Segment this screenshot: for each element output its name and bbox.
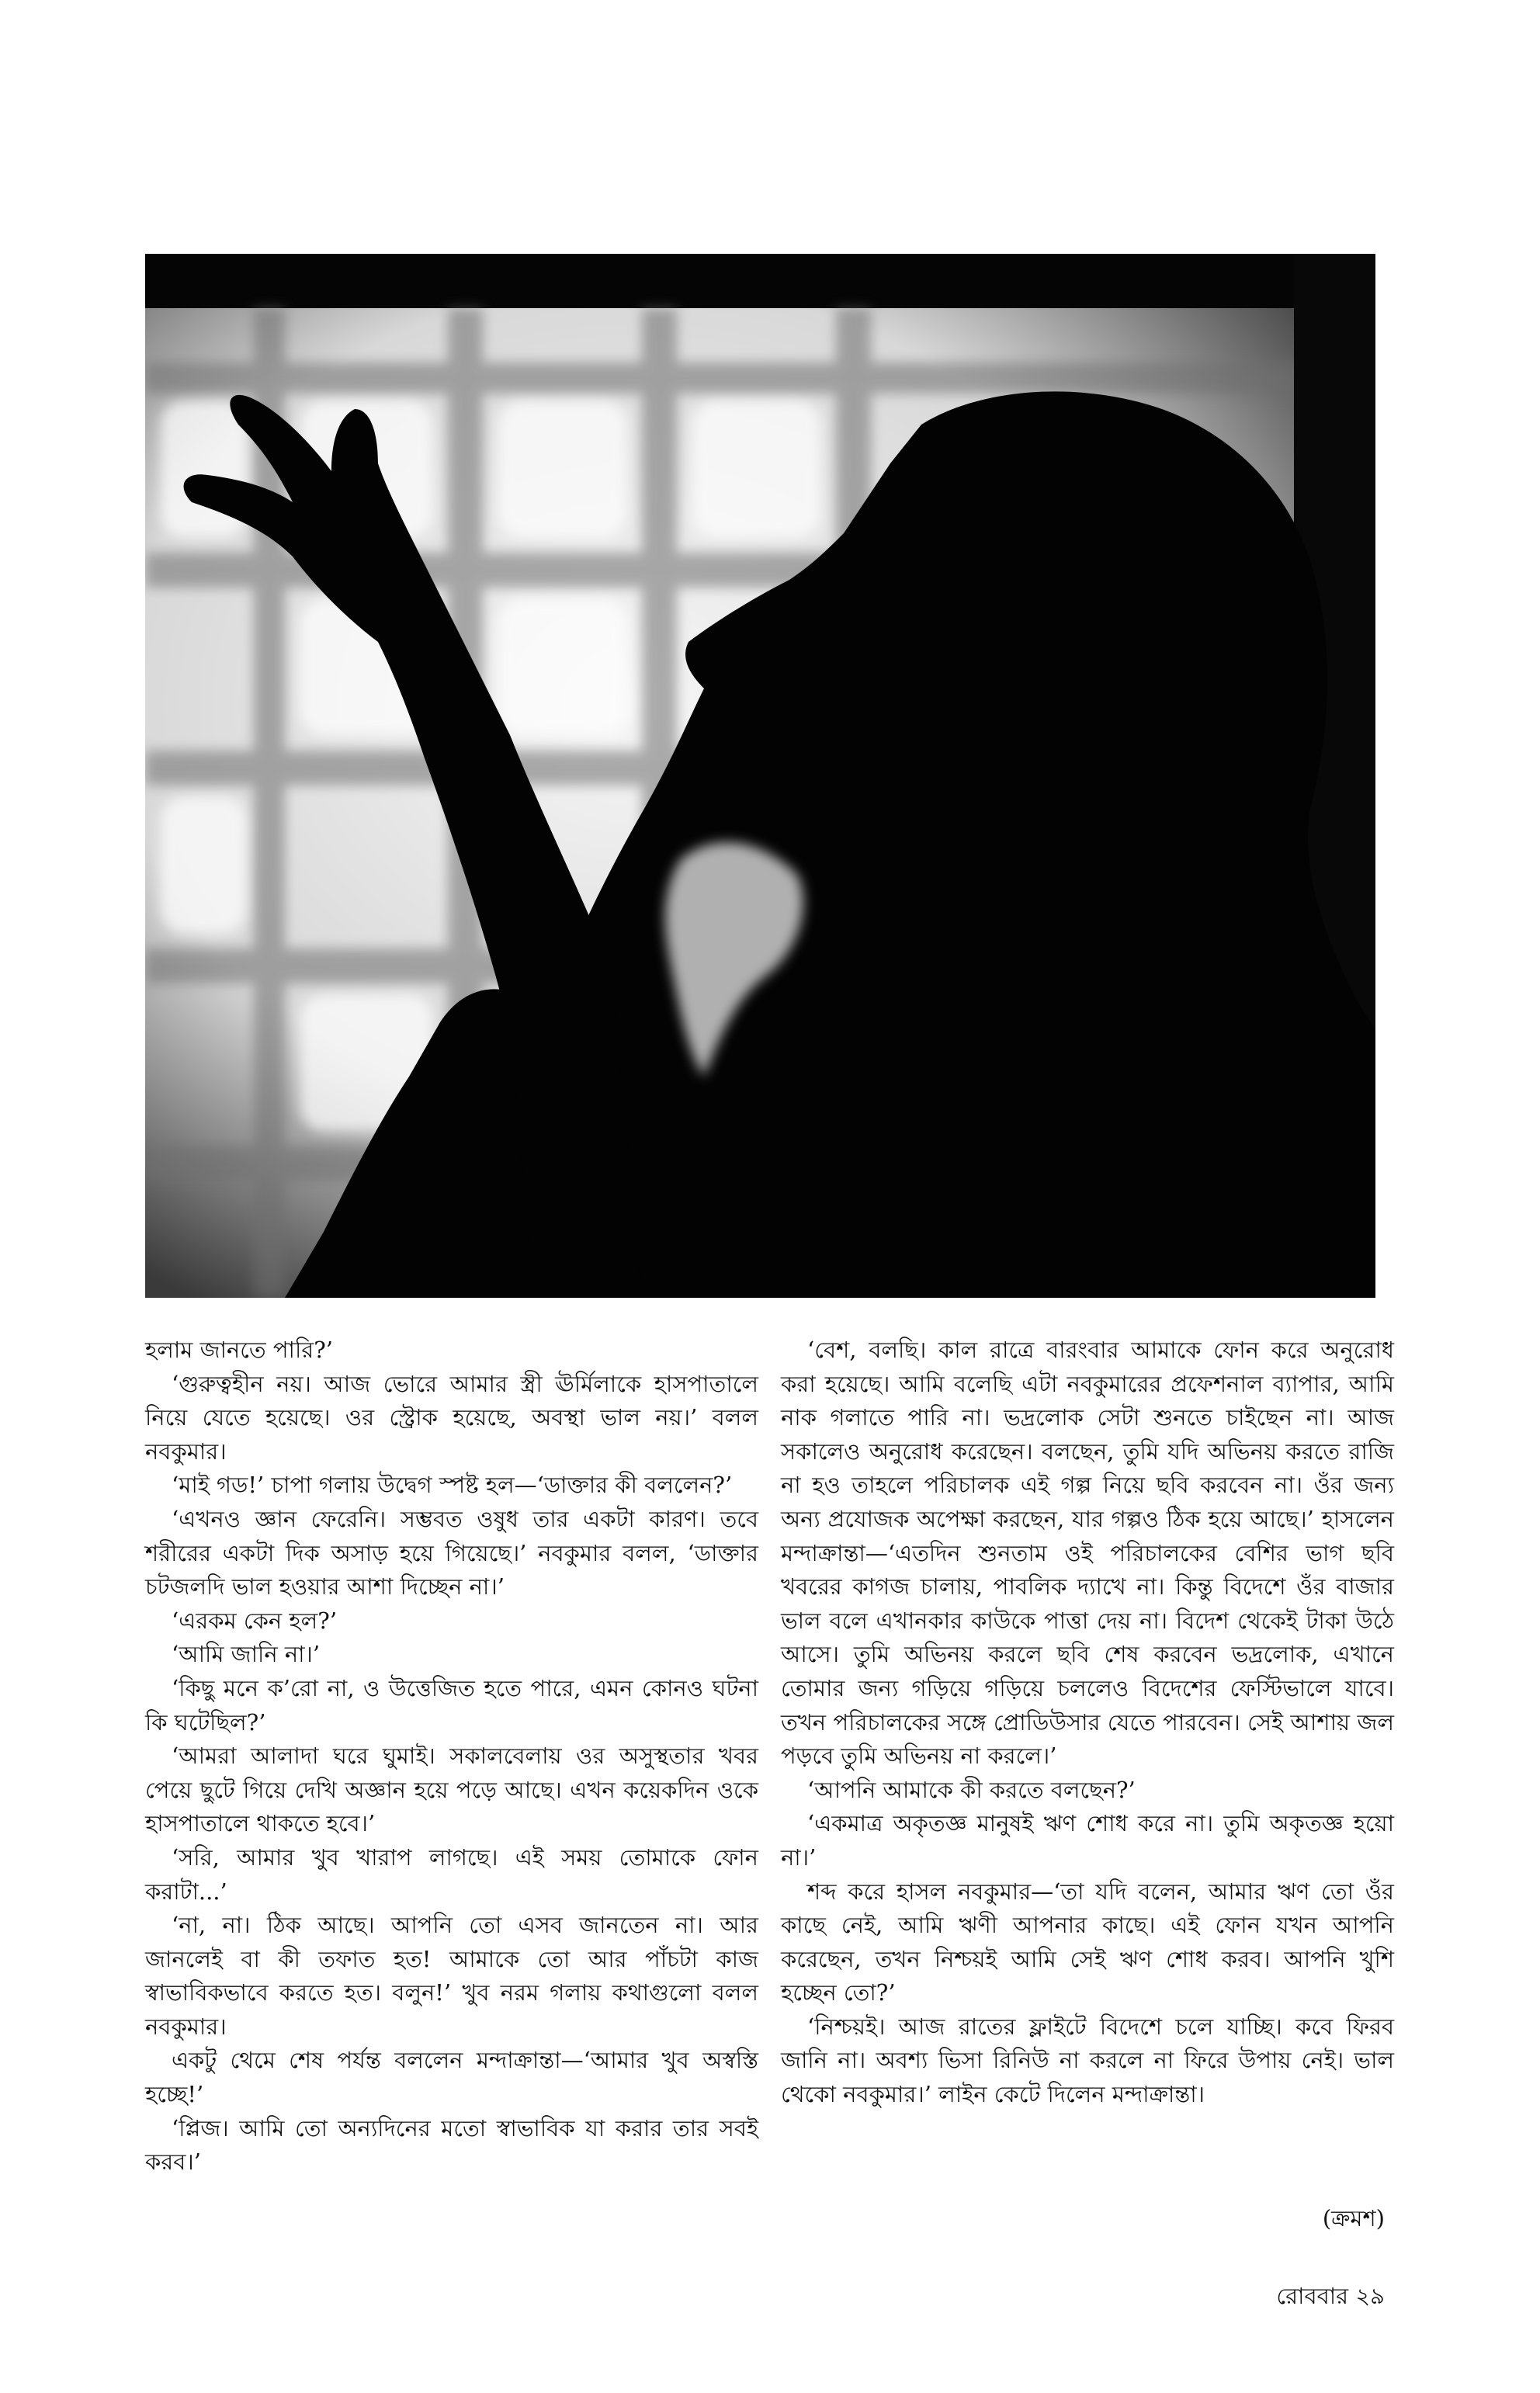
paragraph: ‘সরি, আমার খুব খারাপ লাগছে। এই সময় তোমাকে ফোন করাটা...’ <box>145 1843 758 1905</box>
right-text-column <box>781 1333 1394 2112</box>
paragraph: একটু থেমে শেষ পর্যন্ত বললেন মন্দাক্রান্তা—‘আমার খুব অস্বস্তি হচ্ছে!’ <box>145 2047 758 2108</box>
paragraph: ‘আপনি আমাকে কী করতে বলছেন?’ <box>807 1776 1136 1803</box>
paragraph: ‘এরকম কেন হল?’ <box>172 1607 338 1634</box>
paragraph: শব্দ করে হাসল নবকুমার—‘তা যদি বলেন, আমার ঋণ তো ওঁর কাছে নেই, আমি ঋণী আপনার কাছে। এই ফোন যখন আপনি করেছেন, তখন নিশ্চয়ই আমি সেই ঋণ শোধ করব। আপনি খুশি হচ্ছেন তো?’ <box>781 1878 1394 2006</box>
left-text-column <box>145 1333 758 2180</box>
page-folio: রোববার ২৯ <box>1276 2283 1385 2309</box>
paragraph: ‘প্লিজ। আমি তো অন্যদিনের মতো স্বাভাবিক যা করার তার সবই করব।’ <box>145 2114 758 2176</box>
paragraph: ‘একমাত্র অকৃতজ্ঞ মানুষই ঋণ শোধ করে না। তুমি অকৃতজ্ঞ হয়ো না।’ <box>781 1810 1394 1871</box>
paragraph: ‘নিশ্চয়ই। আজ রাতের ফ্লাইটে বিদেশে চলে যাচ্ছি। কবে ফিরব জানি না। অবশ্য ভিসা রিনিউ না করলে না ফিরে উপায় নেই। ভাল থেকো নবকুমার।’ লাইন কেটে দিলেন মন্দাক্রান্তা। <box>781 2013 1394 2108</box>
paragraph: ‘আমি জানি না।’ <box>172 1641 321 1668</box>
paragraph: ‘না, না। ঠিক আছে। আপনি তো এসব জানতেন না। আর জানলেই বা কী তফাত হত! আমাকে তো আর পাঁচটা কাজ স্বাভাবিকভাবে করতে হত। বলুন!’ খুব নরম গলায় কথাগুলো বলল নবকুমার। <box>145 1912 758 2040</box>
paragraph: ‘কিছু মনে ক’রো না, ও উত্তেজিত হতে পারে, এমন কোনও ঘটনা কি ঘটেছিল?’ <box>145 1674 758 1736</box>
continued-note: (ক্রমশ) <box>1322 2205 1385 2232</box>
paragraph: ‘বেশ, বলছি। কাল রাত্রে বারংবার আমাকে ফোন করে অনুরোধ করা হয়েছে। আমি বলেছি এটা নবকুমারের প্রফেশনাল ব্যাপার, আমি নাক গলাতে পারি না। ভদ্রলোক সেটা শুনতে চাইছেন না। আজ সকালেও অনুরোধ করেছেন। বলছেন, তুমি যদি অভিনয় করতে রাজি না হও তাহলে পরিচালক এই গল্প নিয়ে ছবি করবেন না। ওঁর জন্য অন্য প্রযোজক অপেক্ষা করছেন, যার গল্পও ঠিক হয়ে আছে।’ হাসলেন মন্দাক্রান্তা—‘এতদিন শুনতাম ওই পরিচালকের বেশির ভাগ ছবি খবরের কাগজ চালায়, পাবলিক দ্যাখে না। কিন্তু বিদেশে ওঁর বাজার ভাল বলে এখানকার কাউকে পাত্তা দেয় না। বিদেশ থেকেই টাকা উঠে আসে। তুমি অভিনয় করলে ছবি শেষ করবেন ভদ্রলোক, এখানে তোমার জন্য গড়িয়ে গড়িয়ে চললেও বিদেশের ফেস্টিভালে যাবে। তখন পরিচালকের সঙ্গে প্রোডিউসার যেতে পারবেন। সেই আশায় জল পড়বে তুমি অভিনয় না করলে।’ <box>781 1337 1394 1770</box>
silhouette-illustration <box>145 254 1375 1298</box>
paragraph: ‘গুরুত্বহীন নয়। আজ ভোরে আমার স্ত্রী ঊর্মিলাকে হাসপাতালে নিয়ে যেতে হয়েছে। ওর স্ট্রোক হয়েছে, অবস্থা ভাল নয়।’ বলল নবকুমার। <box>145 1370 758 1465</box>
paragraph: হলাম জানতে পারি?’ <box>145 1337 333 1363</box>
silhouette-photo <box>145 254 1375 1298</box>
paragraph: ‘আমরা আলাদা ঘরে ঘুমাই। সকালবেলায় ওর অসুস্থতার খবর পেয়ে ছুটে গিয়ে দেখি অজ্ঞান হয়ে পড়ে আছে। এখন কয়েকদিন ওকে হাসপাতালে থাকতে হবে।’ <box>145 1743 758 1837</box>
paragraph: ‘মাই গড!’ চাপা গলায় উদ্বেগ স্পষ্ট হল—‘ডাক্তার কী বললেন?’ <box>172 1472 733 1499</box>
paragraph: ‘এখনও জ্ঞান ফেরেনি। সম্ভবত ওষুধ তার একটা কারণ। তবে শরীরের একটা দিক অসাড় হয়ে গিয়েছে।’ নবকুমার বলল, ‘ডাক্তার চটজলদি ভাল হওয়ার আশা দিচ্ছেন না।’ <box>145 1505 758 1601</box>
